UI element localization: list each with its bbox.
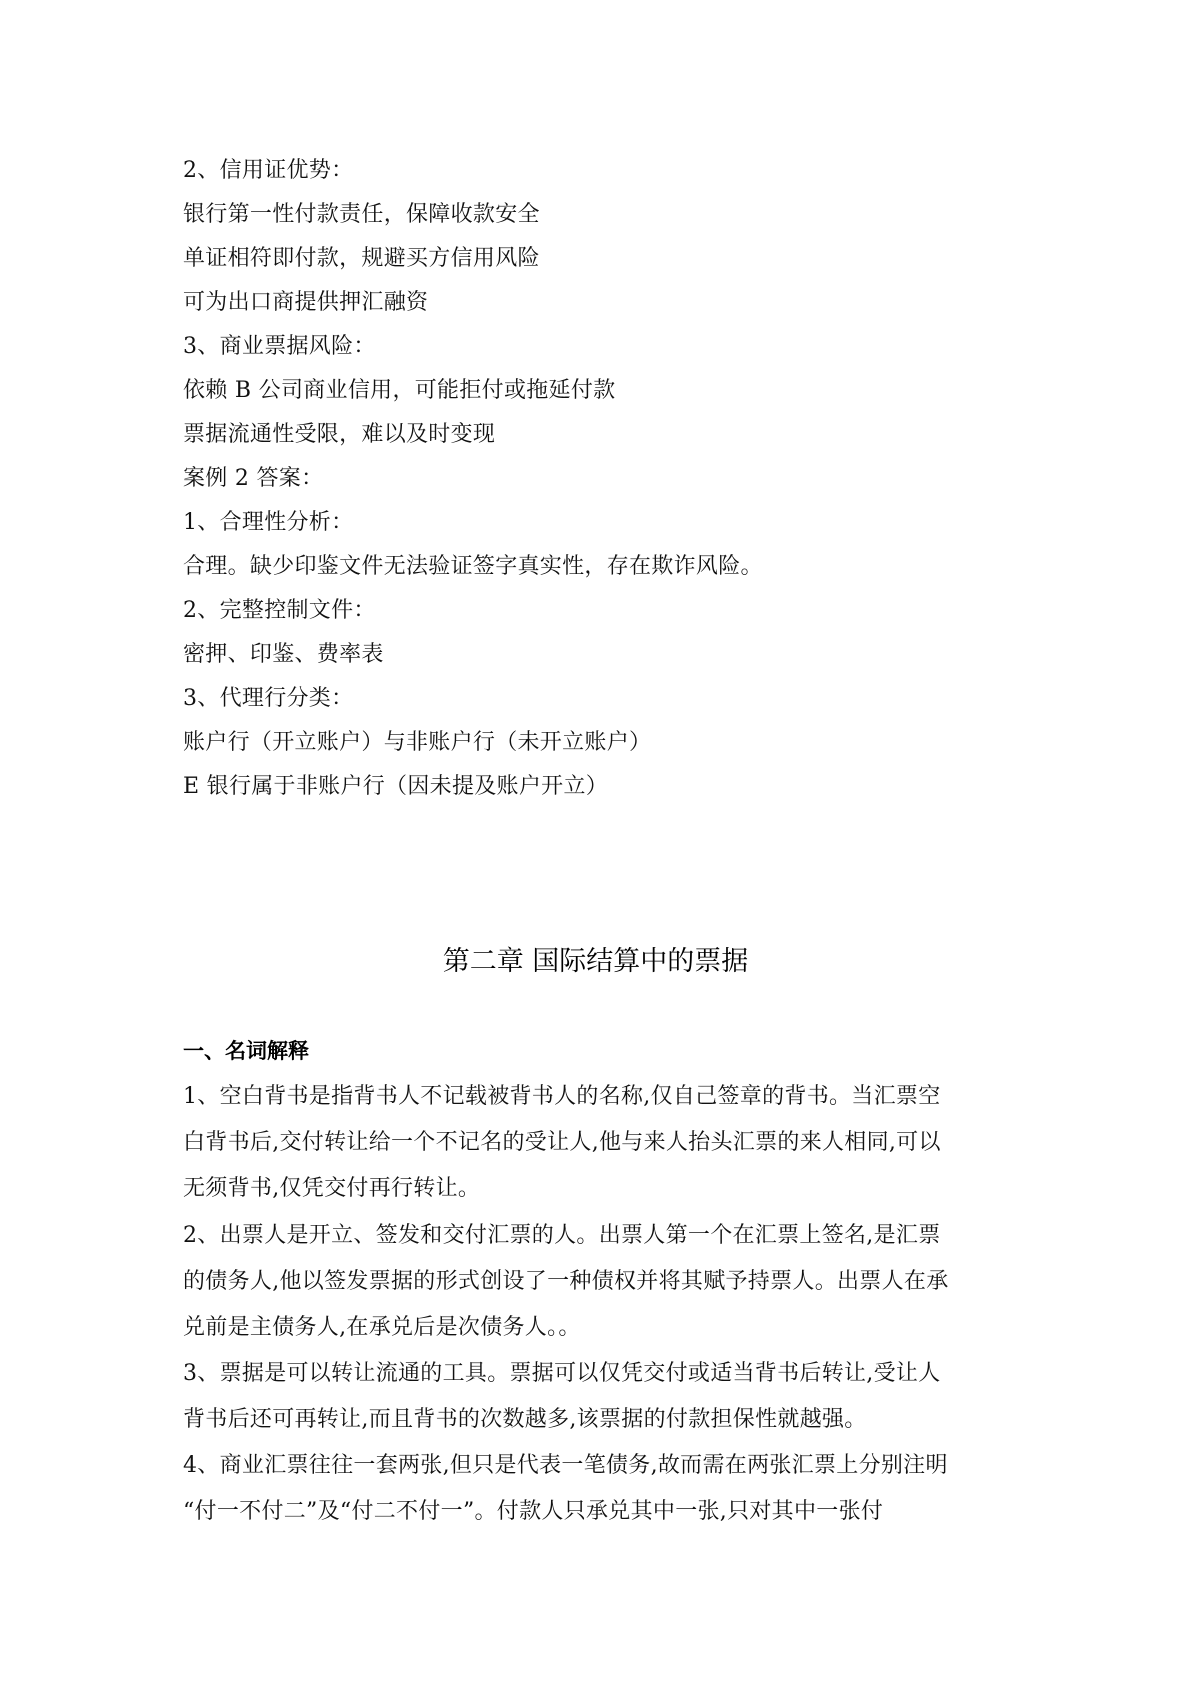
section-heading: 一、名词解释 bbox=[183, 1039, 309, 1063]
text-line: 3、票据是可以转让流通的工具。票据可以仅凭交付或适当背书后转让,受让人 bbox=[183, 1361, 941, 1386]
text-line: 合理。缺少印鉴文件无法验证签字真实性，存在欺诈风险。 bbox=[183, 554, 763, 579]
text-line: 的债务人,他以签发票据的形式创设了一种债权并将其赋予持票人。出票人在承 bbox=[183, 1269, 949, 1294]
text-line: “付一不付二”及“付二不付一”。付款人只承兑其中一张,只对其中一张付 bbox=[183, 1499, 884, 1524]
text-line: 账户行（开立账户）与非账户行（未开立账户） bbox=[183, 730, 652, 755]
text-line: 1、合理性分析： bbox=[183, 510, 354, 535]
text-line: 票据流通性受限，难以及时变现 bbox=[183, 422, 496, 447]
chapter-title: 第二章 国际结算中的票据 bbox=[442, 946, 749, 977]
text-line: 可为出口商提供押汇融资 bbox=[183, 290, 429, 315]
text-line: 密押、印鉴、费率表 bbox=[183, 642, 384, 667]
text-line: 无须背书,仅凭交付再行转让。 bbox=[183, 1176, 481, 1201]
text-line: E 银行属于非账户行（因未提及账户开立） bbox=[183, 774, 609, 799]
text-line: 4、商业汇票往往一套两张,但只是代表一笔债务,故而需在两张汇票上分别注明 bbox=[183, 1453, 948, 1478]
text-line: 背书后还可再转让,而且背书的次数越多,该票据的付款担保性就越强。 bbox=[183, 1407, 867, 1432]
text-line: 兑前是主债务人,在承兑后是次债务人。。 bbox=[183, 1315, 581, 1340]
text-line: 白背书后,交付转让给一个不记名的受让人,他与来人抬头汇票的来人相同,可以 bbox=[183, 1130, 941, 1155]
text-line: 3、代理行分类： bbox=[183, 686, 354, 711]
text-line: 2、出票人是开立、签发和交付汇票的人。出票人第一个在汇票上签名,是汇票 bbox=[183, 1223, 941, 1248]
text-line: 1、空白背书是指背书人不记载被背书人的名称,仅自己签章的背书。当汇票空 bbox=[183, 1084, 941, 1109]
text-line: 案例 2 答案： bbox=[183, 466, 324, 491]
text-line: 2、完整控制文件： bbox=[183, 598, 376, 623]
text-line: 3、商业票据风险： bbox=[183, 334, 376, 359]
text-line: 2、信用证优势： bbox=[183, 158, 354, 183]
text-line: 银行第一性付款责任，保障收款安全 bbox=[183, 202, 540, 227]
text-line: 依赖 B 公司商业信用，可能拒付或拖延付款 bbox=[183, 378, 616, 403]
text-line: 单证相符即付款，规避买方信用风险 bbox=[183, 246, 540, 271]
